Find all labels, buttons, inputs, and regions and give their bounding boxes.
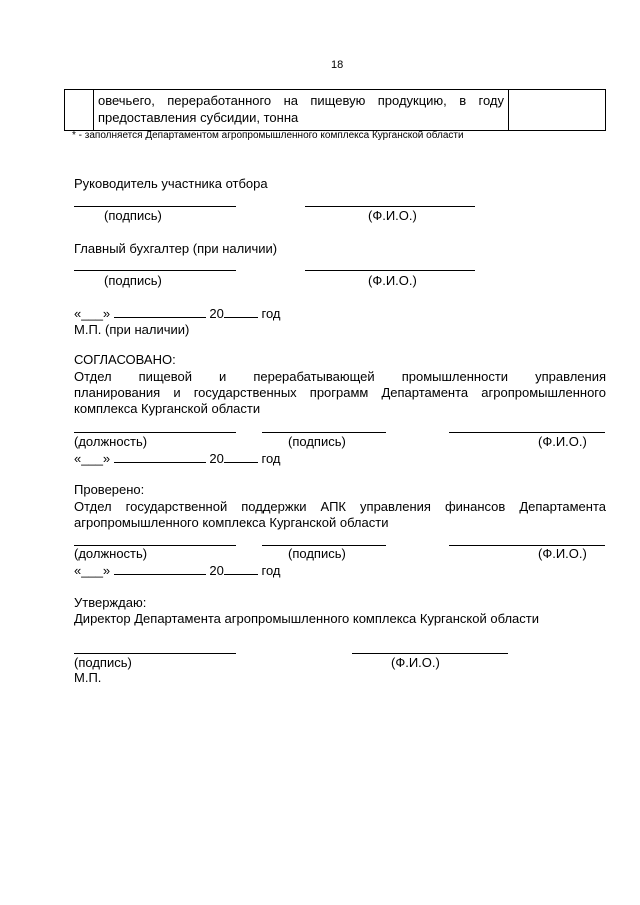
agreed-text [74, 369, 606, 417]
table-cell-description [94, 90, 509, 131]
date-year-prefix: 20 [209, 451, 224, 466]
accountant-sign-line [74, 270, 236, 271]
checked-name-label: (Ф.И.О.) [538, 546, 587, 561]
approve-mp: М.П. [74, 670, 102, 685]
date-year-suffix: год [261, 306, 281, 321]
agreed-position-label: (должность) [74, 434, 148, 449]
checked-text [74, 499, 606, 531]
head-sign-label: (подпись) [104, 208, 162, 223]
mp-note: М.П. (при наличии) [74, 322, 190, 337]
head-sign-line [74, 206, 236, 207]
agreed-sign-label: (подпись) [288, 434, 346, 449]
approve-name-label: (Ф.И.О.) [391, 655, 440, 670]
checked-position-label: (должность) [74, 546, 148, 561]
date-year-suffix: год [261, 563, 281, 578]
date-month-blank [114, 306, 206, 318]
table-row [65, 90, 606, 131]
head-title: Руководитель участника отбора [74, 176, 268, 191]
date-month-blank [114, 451, 206, 463]
date-line-3 [74, 563, 281, 579]
approve-heading: Утверждаю: [74, 595, 147, 610]
agreed-position-line [74, 432, 236, 433]
page-number: 18 [331, 59, 344, 71]
agreed-name-label: (Ф.И.О.) [538, 434, 587, 449]
approve-name-line [352, 653, 508, 654]
date-year-blank [224, 306, 258, 318]
date-day: «___» [74, 563, 111, 578]
table-row-text-line1: овечьего, переработанного на пищевую продукцию, в году [98, 93, 504, 108]
accountant-name-label: (Ф.И.О.) [368, 273, 417, 288]
approve-sign-label: (подпись) [74, 655, 132, 670]
agreed-line3: комплекса Курганской области [74, 401, 261, 416]
accountant-name-line [305, 270, 475, 271]
checked-sign-label: (подпись) [288, 546, 346, 561]
table-cell-value [509, 90, 606, 131]
date-year-blank [224, 451, 258, 463]
table-cell-number [65, 90, 94, 131]
table-row-text-line2: предоставления субсидии, тонна [98, 110, 299, 125]
date-month-blank [114, 563, 206, 575]
agreed-line1: Отдел пищевой и перерабатывающей промышленности управления [74, 369, 606, 384]
date-year-prefix: 20 [209, 563, 224, 578]
checked-heading: Проверено: [74, 482, 145, 497]
checked-line1: Отдел государственной поддержки АПК управления финансов Департамента [74, 499, 606, 514]
approve-line1: Директор Департамента агропромышленного комплекса Курганской области [74, 611, 539, 626]
date-year-suffix: год [261, 451, 281, 466]
head-name-label: (Ф.И.О.) [368, 208, 417, 223]
head-name-line [305, 206, 475, 207]
date-year-prefix: 20 [209, 306, 224, 321]
date-line-2 [74, 451, 281, 467]
checked-line2: агропромышленного комплекса Курганской области [74, 515, 389, 530]
accountant-title: Главный бухгалтер (при наличии) [74, 241, 278, 256]
approve-sign-line [74, 653, 236, 654]
accountant-sign-label: (подпись) [104, 273, 162, 288]
agreed-line2: планирования и государственных программ Департамента агропромышленного [74, 385, 606, 400]
date-day: «___» [74, 451, 111, 466]
date-day: «___» [74, 306, 111, 321]
footnote: * - заполняется Департаментом агропромышленного комплекса Курганской области [72, 130, 464, 141]
data-table [64, 89, 606, 131]
date-line-1 [74, 306, 281, 322]
agreed-heading: СОГЛАСОВАНО: [74, 352, 176, 367]
agreed-sign-line [262, 432, 386, 433]
date-year-blank [224, 563, 258, 575]
agreed-name-line [449, 432, 605, 433]
